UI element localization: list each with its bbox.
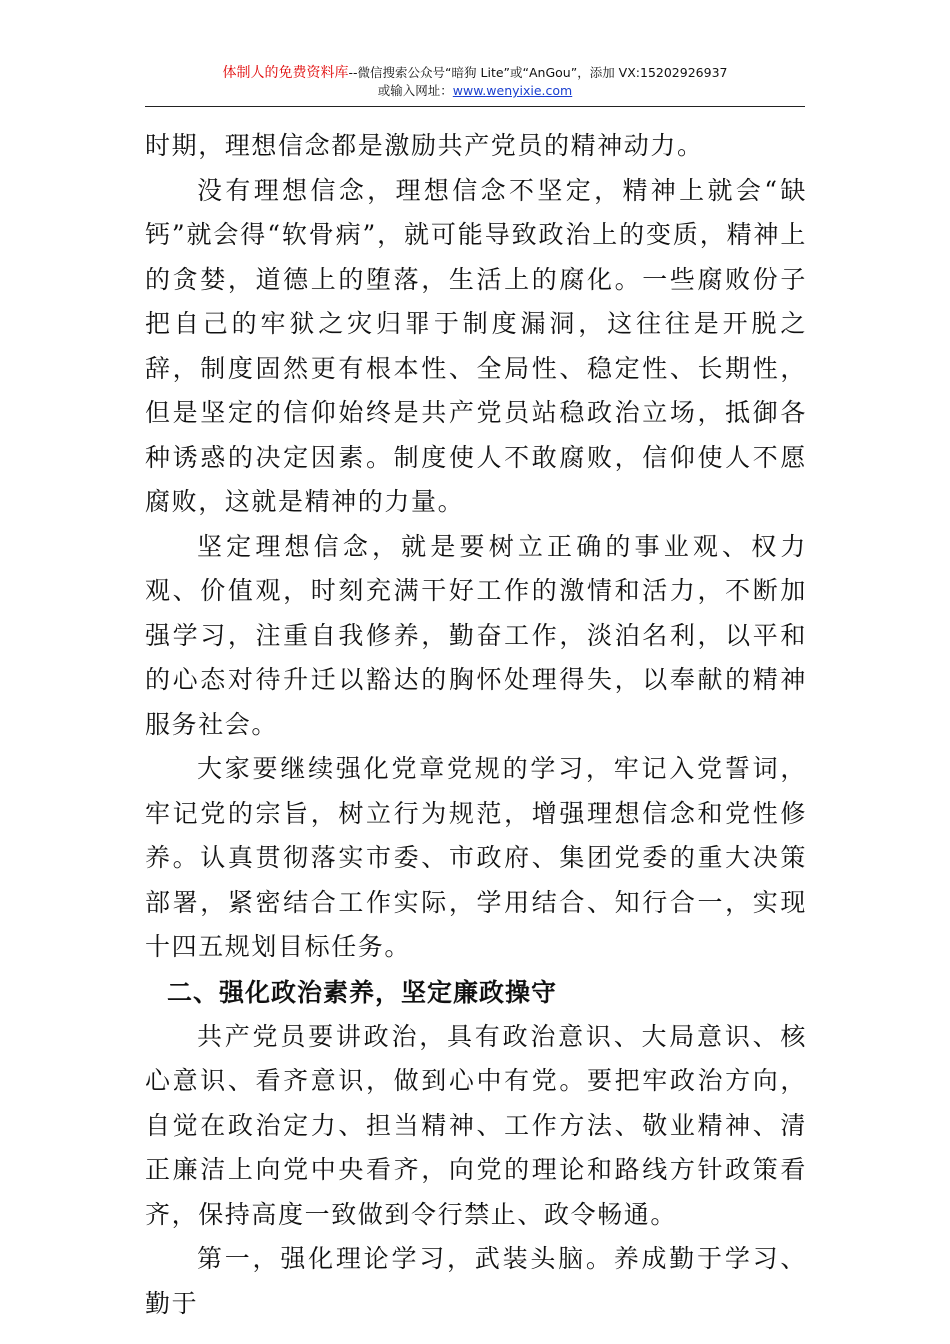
header-line-1 bbox=[145, 64, 805, 82]
page-header bbox=[145, 64, 805, 100]
header-divider bbox=[145, 106, 805, 107]
header-url-link[interactable]: www.wenyixie.com bbox=[452, 83, 573, 98]
section-heading: 二、强化政治素养，坚定廉政操守 bbox=[167, 977, 558, 1007]
header-line-2 bbox=[145, 82, 805, 100]
paragraph-6: 第一，强化理论学习，武装头脑。养成勤于学习、勤于 bbox=[145, 1244, 807, 1318]
paragraph-5: 共产党员要讲政治，具有政治意识、大局意识、核心意识、看齐意识，做到心中有党。要把牢政治方向，自觉在政治定力、担当精神、工作方法、敬业精神、清正廉洁上向党中央看齐，向党的理论和路线方针政策看齐，保持高度一致做到令行禁止、政令畅通。 bbox=[145, 1021, 807, 1229]
header-brand: 体制人的免费资料库 bbox=[222, 65, 349, 81]
paragraph-2: 没有理想信念，理想信念不坚定，精神上就会“缺钙”就会得“软骨病”，就可能导致政治上的变质，精神上的贪婪，道德上的堕落，生活上的腐化。一些腐败份子把自己的牢狱之灾归罪于制度漏洞，这往往是开脱之辞，制度固然更有根本性、全局性、稳定性、长期性，但是坚定的信仰始终是共产党员站稳政治立场，抵御各种诱惑的决定因素。制度使人不敢腐败，信仰使人不愿腐败，这就是精神的力量。 bbox=[145, 175, 807, 516]
header-url-label: 或输入网址： bbox=[377, 83, 453, 98]
paragraph-1: 时期，理想信念都是激励共产党员的精神动力。 bbox=[145, 131, 704, 160]
paragraph-3: 坚定理想信念，就是要树立正确的事业观、权力观、价值观，时刻充满干好工作的激情和活力，不断加强学习，注重自我修养，勤奋工作，淡泊名利，以平和的心态对待升迁以豁达的胸怀处理得失，以奉献的精神服务社会。 bbox=[145, 531, 807, 739]
header-note: --微信搜索公众号“暗狗 Lite”或“AnGou”，添加 VX:15202926937 bbox=[348, 65, 728, 80]
paragraph-4: 大家要继续强化党章党规的学习，牢记入党誓词，牢记党的宗旨，树立行为规范，增强理想信念和党性修养。认真贯彻落实市委、市政府、集团党委的重大决策部署，紧密结合工作实际，学用结合、知行合一，实现十四五规划目标任务。 bbox=[145, 754, 807, 961]
document-body bbox=[145, 124, 807, 1326]
